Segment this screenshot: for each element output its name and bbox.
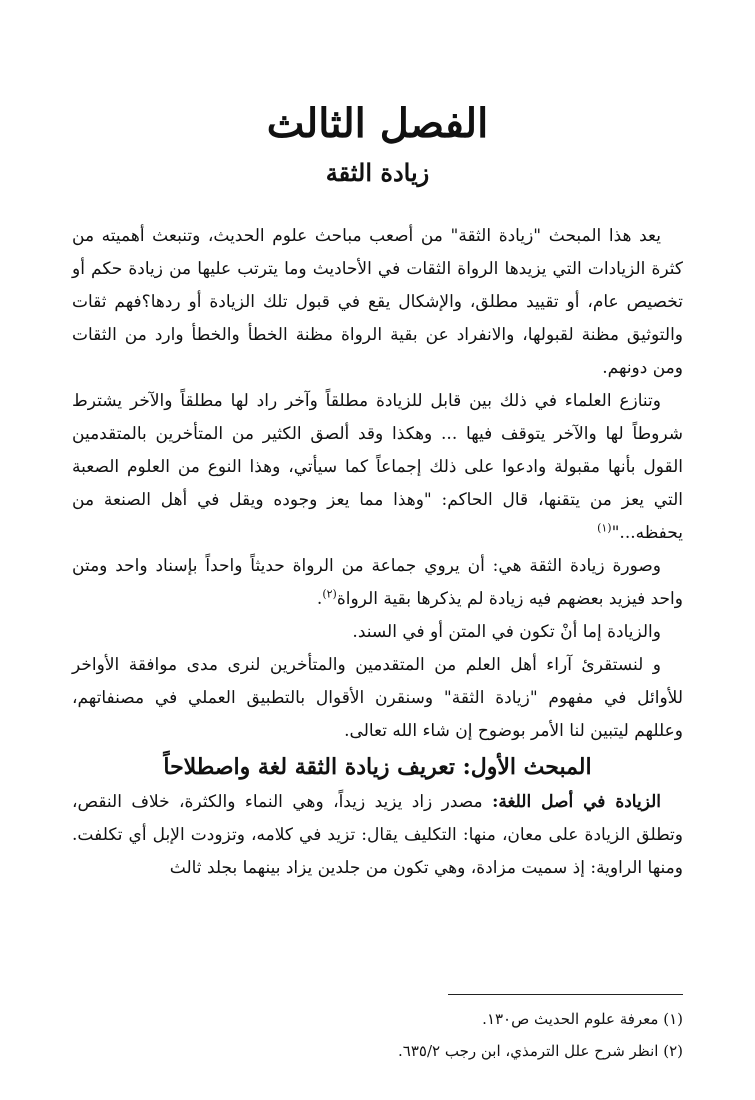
footnotes: [72, 1003, 683, 1067]
definition-text: مصدر زاد يزيد زيداً، وهي النماء والكثرة، خلاف النقص، وتطلق الزيادة على معان، منها: التكليف يقال: تزيد في كلامه، وتزودت الإبل أي تكلفت. ومنها الراوية: إذ سميت مزادة، وهي تكون من جلدين يزاد بينهما بجلد ثالث: [72, 792, 683, 878]
footnote-divider: [448, 994, 683, 995]
main-text: [72, 220, 683, 885]
paragraph-definition: [72, 786, 683, 885]
definition-term: الزيادة في أصل اللغة:: [492, 792, 661, 812]
footnote-1: (١) معرفة علوم الحديث ص١٣٠.: [482, 1010, 683, 1028]
paragraph-types: والزيادة إما أنْ تكون في المتن أو في السند.: [352, 622, 661, 642]
section-title: زيادة الثقة: [325, 158, 430, 187]
subsection-heading: المبحث الأول: تعريف زيادة الثقة لغة واصطلاحاً: [163, 754, 592, 780]
paragraph-form-text: وصورة زيادة الثقة هي: أن يروي جماعة من الرواة حديثاً واحداً بإسناد واحد ومتن واحد فيزيد بعضهم فيه زيادة لم يذكرها بقية الرواة: [72, 556, 683, 609]
paragraph-form: [72, 550, 683, 616]
paragraph-scholars-text: وتنازع العلماء في ذلك بين قابل للزيادة مطلقاً وآخر راد لها مطلقاً والآخر يشترط شروطاً لها والآخر يتوقف فيها ... وهكذا وقد ألصق الكثير من المتأخرين بالمتقدمين القول بأنها مقبولة وادعوا على ذلك إجماعاً كما سيأتي، وهذا النوع من العلوم الصعبة التي يعز من يتقنها، قال الحاكم: "وهذا مما يعز وجوده ويقل في أهل الصنعة من يحفظه...": [72, 391, 683, 543]
paragraph-form-end: .: [316, 589, 323, 609]
paragraph-intro: يعد هذا المبحث "زيادة الثقة" من أصعب مباحث علوم الحديث، وتنبعث أهميته من كثرة الزيادات التي يزيدها الرواة الثقات في الأحاديث وما يترتب عليها من زيادة حكم أو تخصيص عام، أو تقييد مطلق، والإشكال يقع في قبول تلك الزيادة أو ردها؟فهم ثقات والتوثيق مظنة لقبولها، والانفراد عن بقية الرواة مظنة الخطأ والخطأ وارد من الثقات ومن دونهم.: [72, 226, 683, 378]
paragraph-plan: و لنستقرئ آراء أهل العلم من المتقدمين والمتأخرين لنرى مدى موافقة الأواخر للأوائل في مفهوم "زيادة الثقة" وسنقرن الأقوال بالتطبيق العملي في مصنفاتهم، وعللهم ليتبين لنا الأمر بوضوح إن شاء الله تعالى.: [72, 655, 683, 741]
footnote-2: (٢) انظر شرح علل الترمذي، ابن رجب ٦٣٥/٢.: [398, 1042, 683, 1060]
footnote-ref-1[interactable]: (١): [597, 521, 612, 535]
chapter-title: الفصل الثالث: [266, 100, 489, 147]
footnote-ref-2[interactable]: (٢): [322, 587, 337, 601]
paragraph-scholars: [72, 385, 683, 550]
